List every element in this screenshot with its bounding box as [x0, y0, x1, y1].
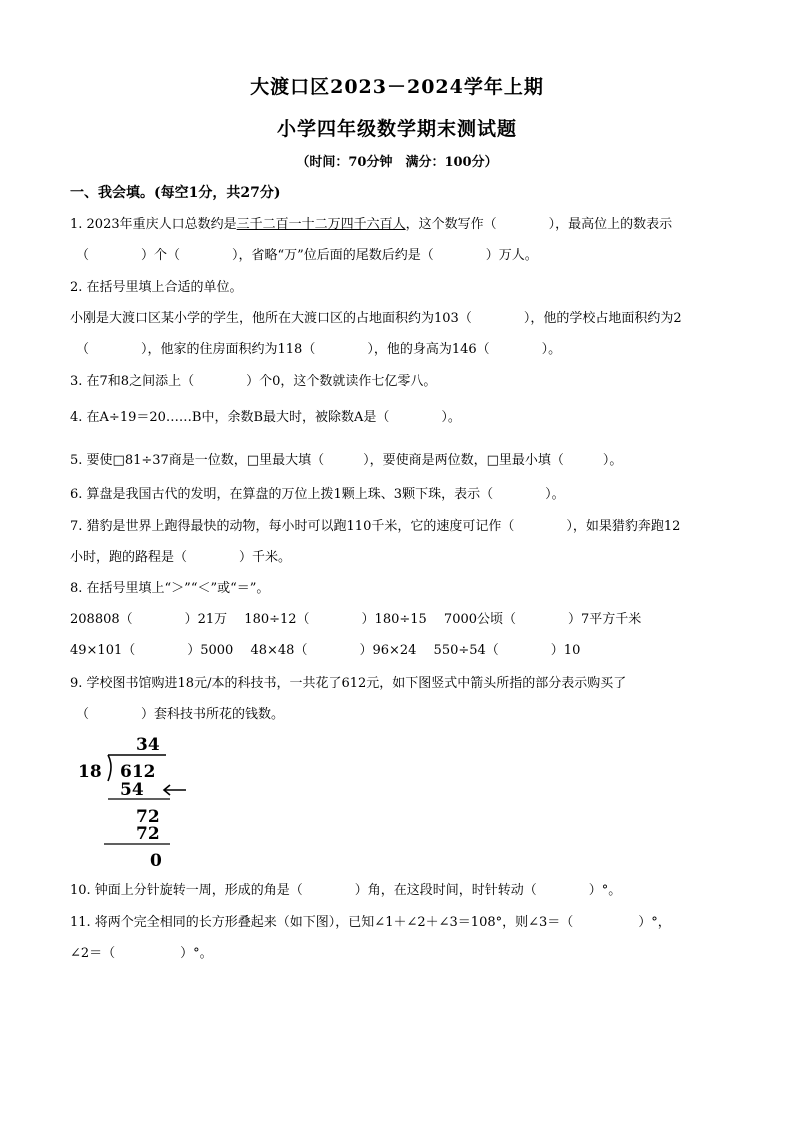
step2-text: 72 — [136, 807, 160, 827]
question-11-line-2: ∠2＝（ ）°。 — [70, 946, 213, 961]
section-heading: 一、我会填。(每空1分，共27分) — [70, 185, 281, 201]
divisor-text: 18 — [78, 762, 102, 782]
exam-title: 大渡口区2023－2024学年上期 — [250, 76, 544, 98]
question-2-line-2: 小刚是大渡口区某小学的学生，他所在大渡口区的占地面积约为103（ ），他的学校占地面积约为2 — [70, 311, 682, 326]
long-division-figure — [78, 733, 208, 873]
quotient-text: 34 — [136, 735, 160, 755]
step3-text: 72 — [136, 824, 160, 844]
question-9-line-2: （ ）套科技书所花的钱数。 — [76, 707, 285, 722]
question-4: 4. 在A÷19＝20……B中，余数B最大时，被除数A是（ ）。 — [70, 410, 461, 425]
question-1-line-1 — [70, 213, 672, 232]
question-8-line-3: 49×101（ ）5000 48×48（ ）96×24 550÷54（ ）10 — [70, 643, 581, 658]
dividend-text: 612 — [120, 762, 156, 782]
question-1-text-b: ，这个数写作（ ），最高位上的数表示 — [405, 217, 673, 232]
question-7-line-1: 7. 猎豹是世界上跑得最快的动物，每小时可以跑110千米，它的速度可记作（ ），如果猎豹奔跑12 — [70, 519, 681, 534]
question-8-line-1: 8. 在括号里填上“＞”“＜”或“＝”。 — [70, 581, 270, 596]
remainder-text: 0 — [150, 851, 162, 871]
question-1-line-2: （ ）个（ ），省略“万”位后面的尾数后约是（ ）万人。 — [76, 248, 538, 263]
arrow-left-icon — [164, 785, 186, 795]
question-11-line-1: 11. 将两个完全相同的长方形叠起来（如下图），已知∠1＋∠2＋∠3＝108°，则∠3＝（ ）°， — [70, 915, 671, 930]
question-3: 3. 在7和8之间添上（ ）个0，这个数就读作七亿零八。 — [70, 374, 437, 389]
exam-info: （时间：70分钟 满分：100分） — [296, 155, 498, 170]
question-9-line-1: 9. 学校图书馆购进18元/本的科技书，一共花了612元，如下图竖式中箭头所指的部分表示购买了 — [70, 676, 627, 691]
division-bracket — [108, 755, 111, 781]
question-10: 10. 钟面上分针旋转一周，形成的角是（ ）角，在这段时间，时针转动（ ）°。 — [70, 883, 622, 898]
question-7-line-2: 小时，跑的路程是（ ）千米。 — [70, 550, 292, 565]
question-2-line-3: （ ），他家的住房面积约为118（ ），他的身高为146（ ）。 — [76, 342, 562, 357]
long-division-svg — [78, 733, 208, 873]
question-6: 6. 算盘是我国古代的发明，在算盘的万位上拨1颗上珠、3颗下珠，表示（ ）。 — [70, 487, 565, 502]
exam-subtitle: 小学四年级数学期末测试题 — [276, 118, 517, 140]
step1-text: 54 — [120, 780, 144, 800]
question-5: 5. 要使□81÷37商是一位数，□里最大填（ ），要使商是两位数，□里最小填（ ）。 — [70, 453, 623, 468]
question-8-line-2: 208808（ ）21万 180÷12（ ）180÷15 7000公顷（ ）7平方千米 — [70, 612, 642, 627]
question-1-underlined: 三千二百一十二万四千六百人 — [236, 217, 406, 232]
question-1-text-a: 1. 2023年重庆人口总数约是 — [70, 217, 237, 232]
question-2-line-1: 2. 在括号里填上合适的单位。 — [70, 280, 243, 295]
